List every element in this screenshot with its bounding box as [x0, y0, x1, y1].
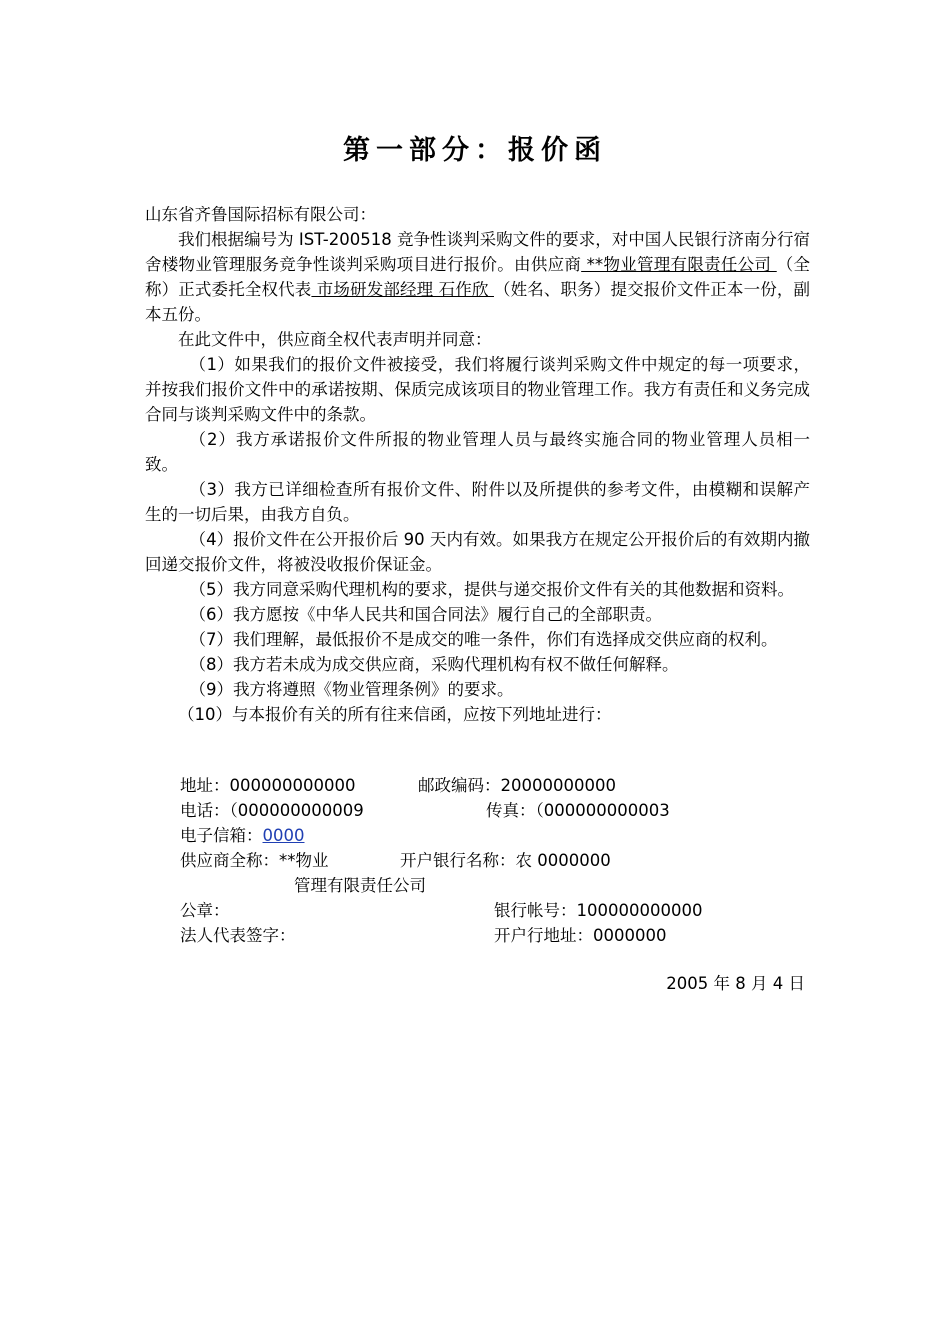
declaration-item-7: （7）我们理解，最低报价不是成交的唯一条件，你们有选择成交供应商的权利。 — [189, 630, 778, 649]
declaration-item-8: （8）我方若未成为成交供应商，采购代理机构有权不做任何解释。 — [189, 655, 679, 674]
declaration-item-10: （10）与本报价有关的所有往来信函，应按下列地址进行： — [178, 705, 612, 724]
representative: 市场研发部经理 石作欣 — [311, 280, 494, 299]
intro-text-1: 我们根据编号为 IST-200518 竞争性谈判采购文件的要求，对中国人民银行济南分行宿舍楼物业管理服务竞争性谈判采购项目进行报价。由供应商 — [145, 230, 810, 274]
contact-row-supplier — [180, 848, 820, 873]
page-title: 第一部分：报价函 — [343, 135, 607, 166]
supplier-name-continued: 管理有限责任公司 — [294, 876, 426, 895]
letter-body — [145, 202, 810, 727]
contact-row-email — [180, 823, 820, 848]
intro-text-3: （姓名、职务）提交报价文件正本一份，副本五份。 — [145, 280, 810, 324]
declaration-item-4: （4）报价文件在公开报价后 90 天内有效。如果我方在规定公开报价后的有效期内撤回递交报价文件，将被没收报价保证金。 — [145, 530, 810, 574]
email-link[interactable]: 0000 — [262, 826, 305, 845]
declaration-lead: 在此文件中，供应商全权代表声明并同意： — [178, 330, 492, 349]
declaration-item-2: （2）我方承诺报价文件所报的物业管理人员与最终实施合同的物业管理人员相一致。 — [145, 430, 810, 474]
contact-row-phone — [180, 798, 820, 823]
supplier-field: 供应商全称：**物业 — [180, 851, 329, 870]
seal-label: 公章： — [180, 901, 230, 920]
phone-field: 电话：（000000000009 — [180, 801, 364, 820]
contact-row-legal-rep — [180, 923, 820, 948]
contact-row-address — [180, 773, 820, 798]
addressee: 山东省齐鲁国际招标有限公司： — [145, 205, 376, 224]
account-field: 银行帐号：100000000000 — [494, 901, 703, 920]
intro-paragraph — [145, 227, 810, 327]
declaration-item-6: （6）我方愿按《中华人民共和国合同法》履行自己的全部职责。 — [189, 605, 663, 624]
legal-rep-label: 法人代表签字： — [180, 926, 296, 945]
declaration-item-3: （3）我方已详细检查所有报价文件、附件以及所提供的参考文件，由模糊和误解产生的一切后果，由我方自负。 — [145, 480, 810, 524]
email-field: 电子信箱：0000 — [180, 826, 305, 845]
address-field: 地址：000000000000 — [180, 776, 356, 795]
intro-text-2: （全称）正式委托全权代表 — [145, 255, 811, 299]
declaration-item-5: （5）我方同意采购代理机构的要求，提供与递交报价文件有关的其他数据和资料。 — [189, 580, 795, 599]
contact-row-seal — [180, 898, 820, 923]
bank-address-field: 开户行地址：0000000 — [494, 926, 667, 945]
letter-date: 2005 年 8 月 4 日 — [666, 974, 805, 993]
contact-block — [180, 773, 820, 948]
declaration-item-1: （1）如果我们的报价文件被接受，我们将履行谈判采购文件中规定的每一项要求，并按我们报价文件中的承诺按期、保质完成该项目的物业管理工作。我方有责任和义务完成合同与谈判采购文件中的条款。 — [145, 355, 810, 424]
declaration-item-9: （9）我方将遵照《物业管理条例》的要求。 — [189, 680, 514, 699]
postcode-field: 邮政编码：20000000000 — [418, 776, 616, 795]
fax-field: 传真：（000000000003 — [486, 801, 670, 820]
contact-row-supplier-cont — [180, 873, 820, 898]
supplier-name: **物业管理有限责任公司 — [581, 255, 777, 274]
bank-field: 开户银行名称：农 0000000 — [400, 851, 611, 870]
